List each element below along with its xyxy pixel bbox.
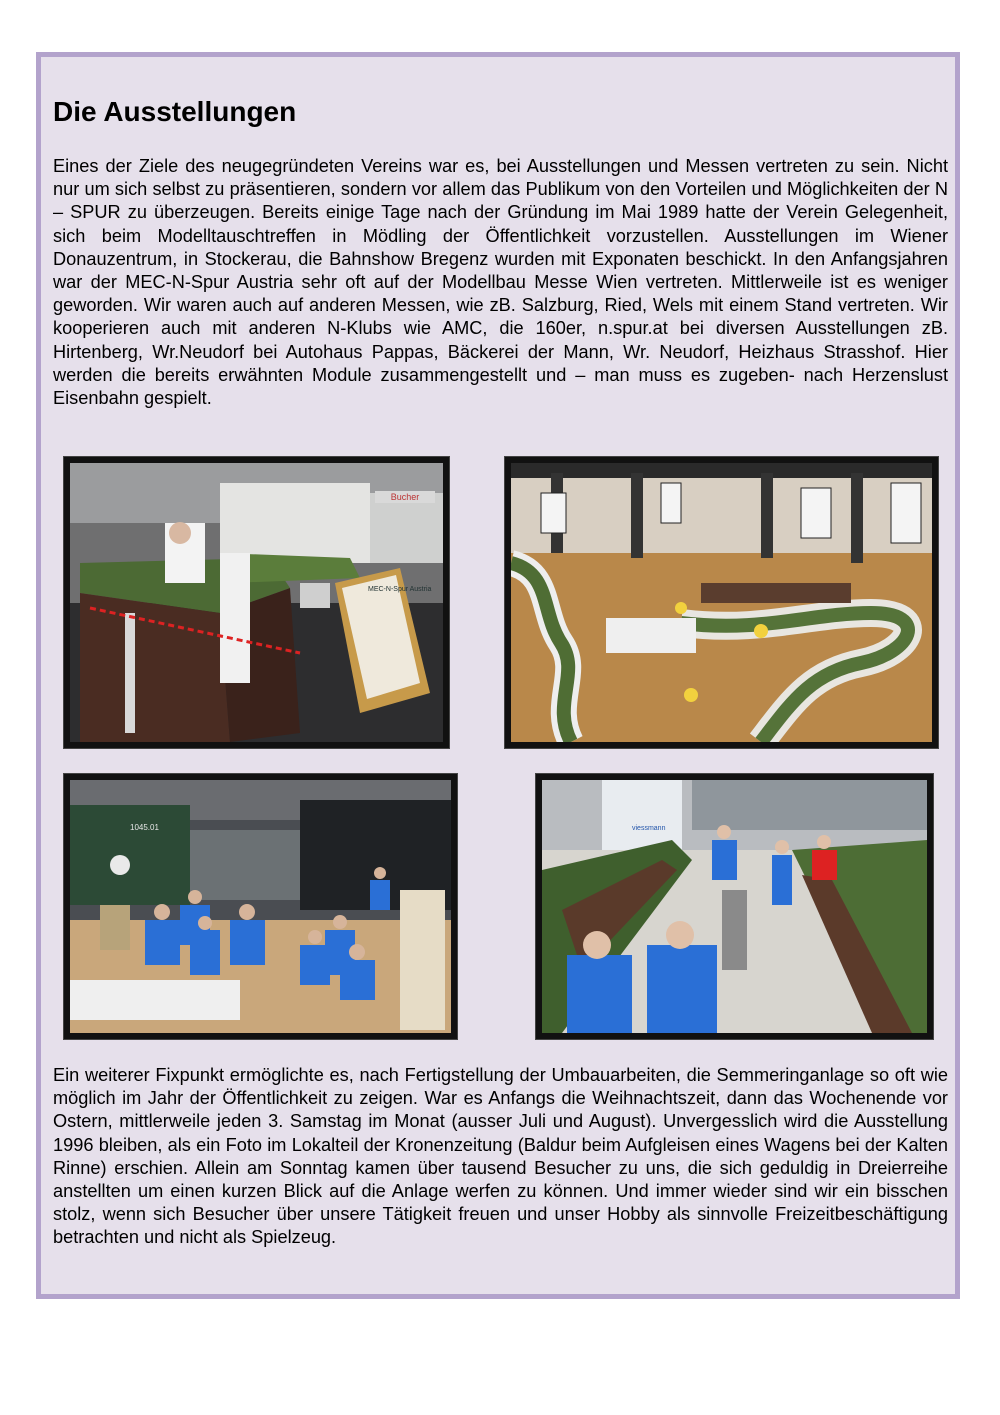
closing-paragraph: Ein weiterer Fixpunkt ermöglichte es, nach Fertigstellung der Umbauarbeiten, die Semmeringanlage so oft wie möglich im Jahr der Öffentlichkeit zu zeigen. War es Anfangs die Weihnachtszeit, dann das Wochenende vor Ostern, mittlerweile jeden 3. Samstag im Monat (ausser Juli und August). Unvergesslich wird die Ausstellung 1996 bleiben, als ein Foto im Lokalteil der Kronenzeitung (Baldur beim Aufgleisen eines Wagens bei der Kalten Rinne) erschien. Allein am Sonntag kamen über tausend Besucher zu uns, die sich geduldig in Dreierreihe anstellten um einen kurzen Blick auf die Anlage werfen zu können. Und immer wieder sind wir ein bisschen stolz, wenn sich Besucher über unsere Tätigkeit freuen und unser Hobby als sinnvolle Freizeitbeschäftigung betrachten und nicht als Spielzeug. (53, 1065, 948, 1248)
page-title: Die Ausstellungen (53, 96, 297, 127)
intro-paragraph: Eines der Ziele des neugegründeten Vereins war es, bei Ausstellungen und Messen vertreten zu sein. Nicht nur um sich selbst zu präsentieren, sondern vor allem das Publikum von den Vorteilen und Möglichkeiten der N – SPUR zu überzeugen. Bereits einige Tage nach der Gründung im Mai 1989 hatte der Verein Gelegenheit, sich beim Modelltauschtreffen in Mödling der Öffentlichkeit vorzustellen. Ausstellungen im Wiener Donauzentrum, in Stockerau, die Bahnshow Bregenz wurden mit Exponaten beschickt. In den Anfangsjahren war der MEC-N-Spur Austria sehr oft auf der Modellbau Messe Wien vertreten. Mittlerweile ist es weniger geworden. Wir waren auch auf anderen Messen, wie zB. Salzburg, Ried, Wels mit einem Stand vertreten. Wir kooperieren auch mit anderen N-Klubs wie AMC, die 160er, n.spur.at bei diversen Ausstellungen zB. Hirtenberg, Wr.Neudorf bei Autohaus Pappas, Bäckerei der Mann, Wr. Neudorf, Heizhaus Strasshof. Hier werden die bereits erwähnten Module zusammengestellt und – man muss es zugeben- nach Herzenslust Eisenbahn gespielt. (53, 156, 948, 409)
photo-exhibition-booth (64, 457, 449, 748)
photo-club-group (64, 774, 457, 1039)
loco-number: 1045.01 (130, 823, 159, 832)
booth-text: Bucher (390, 492, 420, 502)
banner-text: viessmann (632, 825, 666, 832)
sign-text: MEC-N-Spur Austria (368, 586, 432, 593)
photo-layout-visitors (536, 774, 933, 1039)
photo-hall-overview (505, 457, 938, 748)
